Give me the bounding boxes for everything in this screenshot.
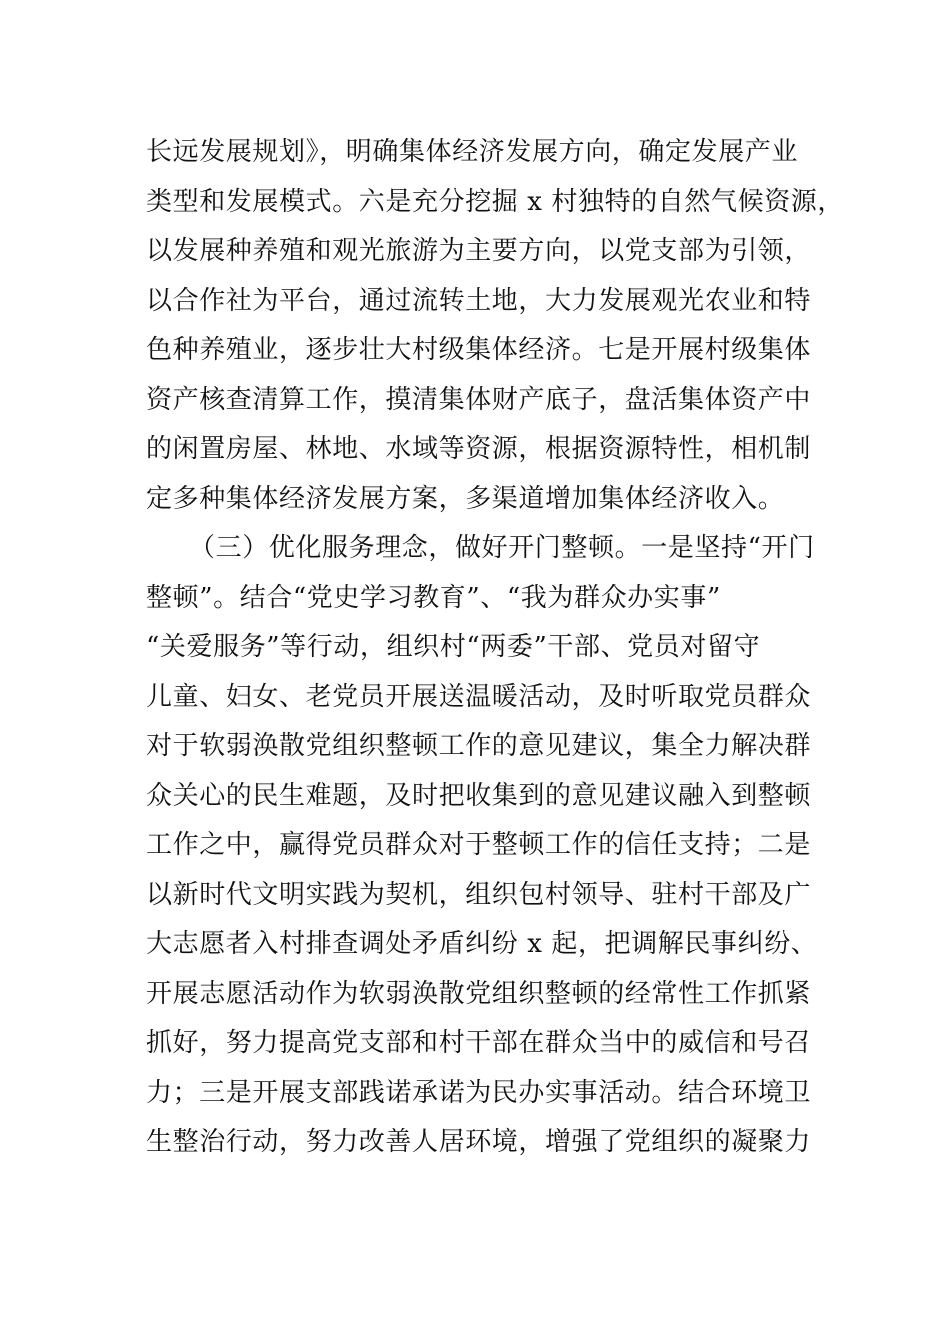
text-line: 儿童、妇女、老党员开展送温暖活动，及时听取党员群众	[146, 681, 812, 712]
text-line: 类型和发展模式。六是充分挖掘 x 村独特的自然气候资源，	[146, 186, 844, 217]
text-line: 以发展种养殖和观光旅游为主要方向，以党支部为引领，	[146, 236, 812, 266]
section-heading-line: （三）优化服务理念，做好开门整顿。一是坚持“开门	[189, 533, 815, 563]
text-line: 资产核查清算工作，摸清集体财产底子，盘活集体资产中	[146, 384, 812, 415]
text-line: 对于软弱涣散党组织整顿工作的意见建议，集全力解决群	[146, 731, 812, 761]
text-line: 的闲置房屋、林地、水域等资源，根据资源特性，相机制	[146, 434, 812, 464]
text-line: 定多种集体经济发展方案，多渠道增加集体经济收入。	[146, 483, 785, 514]
text-line: 力；三是开展支部践诺承诺为民办实事活动。结合环境卫	[146, 1077, 812, 1108]
text-line: 以合作社为平台，通过流转土地，大力发展观光农业和特	[146, 285, 812, 316]
text-line: 大志愿者入村排查调处矛盾纠纷 x 起，把调解民事纠纷、	[146, 929, 818, 959]
text-line: “关爱服务”等行动，组织村“两委”干部、党员对留守	[146, 632, 761, 662]
text-line: 色种养殖业，逐步壮大村级集体经济。七是开展村级集体	[146, 335, 812, 365]
text-line: 整顿”。结合“党史学习教育”、“我为群众办实事”	[146, 582, 721, 613]
text-line: 众关心的民生难题，及时把收集到的意见建议融入到整顿	[146, 780, 812, 811]
text-line: 工作之中，赢得党员群众对于整顿工作的信任支持；二是	[146, 830, 812, 860]
body-text	[146, 128, 844, 1168]
text-line: 开展志愿活动作为软弱涣散党组织整顿的经常性工作抓紧	[146, 978, 812, 1009]
text-line: 生整治行动，努力改善人居环境，增强了党组织的凝聚力	[146, 1127, 812, 1157]
text-line: 长远发展规划》，明确集体经济发展方向，确定发展产业	[146, 137, 799, 167]
text-line: 以新时代文明实践为契机，组织包村领导、驻村干部及广	[146, 879, 812, 910]
text-line: 抓好，努力提高党支部和村干部在群众当中的威信和号召	[146, 1028, 812, 1058]
